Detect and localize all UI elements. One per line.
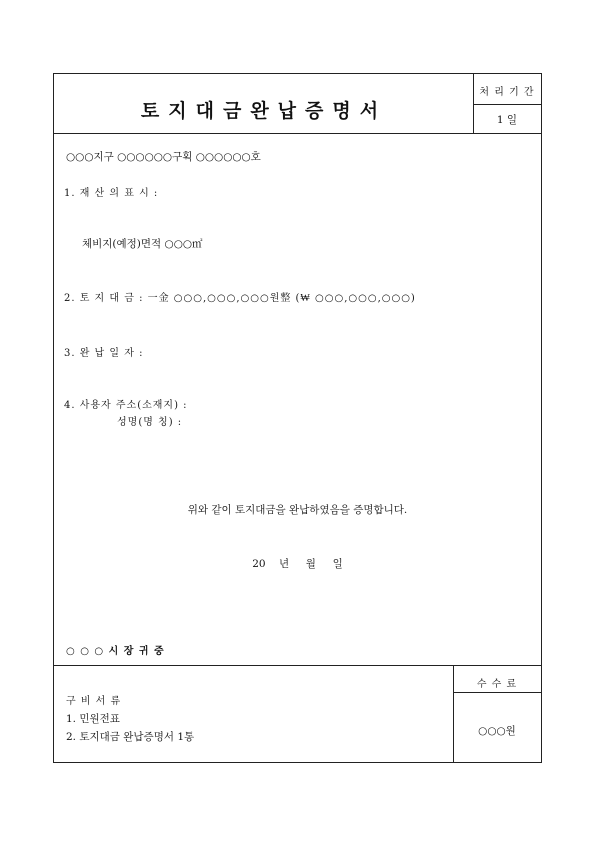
certification-statement: 위와 같이 토지대금을 완납하였음을 증명합니다. (187, 504, 408, 516)
area-line: 체비지(예정)면적 ○○○㎡ (82, 238, 203, 250)
processing-divider (473, 104, 541, 105)
required-documents-title: 구 비 서 류 (66, 696, 122, 707)
fee-value: ○○○원 (478, 725, 516, 737)
fee-divider (453, 692, 541, 693)
land-location: ○○○지구 ○○○○○○구획 ○○○○○○호 (66, 151, 261, 163)
footer-divider (54, 665, 541, 666)
issue-date: 20 년 월 일 (252, 558, 343, 570)
completion-date-label: 3. 완 납 일 자 : (64, 348, 144, 359)
user-name-label: 성명(명 칭) : (117, 417, 183, 428)
header-divider (54, 133, 541, 134)
land-price-line: 2. 토 지 대 금 : 一金 ○○○,○○○,○○○원整 (₩ ○○○,○○○,○○○) (64, 293, 416, 304)
issuer-line: ○ ○ ○ 시 장 귀 중 (66, 646, 165, 657)
fee-label: 수 수 료 (476, 679, 518, 690)
document-title: 토지대금완납증명서 (140, 100, 388, 122)
certificate-form (53, 73, 542, 763)
user-address-label: 4. 사용자 주소(소재지) : (64, 400, 188, 411)
required-document-1: 1. 민원전표 (66, 713, 120, 725)
processing-period-value: 1 일 (496, 114, 518, 126)
property-label: 1. 재 산 의 표 시 : (64, 188, 159, 199)
processing-period-label: 처 리 기 간 (479, 87, 535, 98)
required-document-2: 2. 토지대금 완납증명서 1통 (66, 731, 195, 743)
